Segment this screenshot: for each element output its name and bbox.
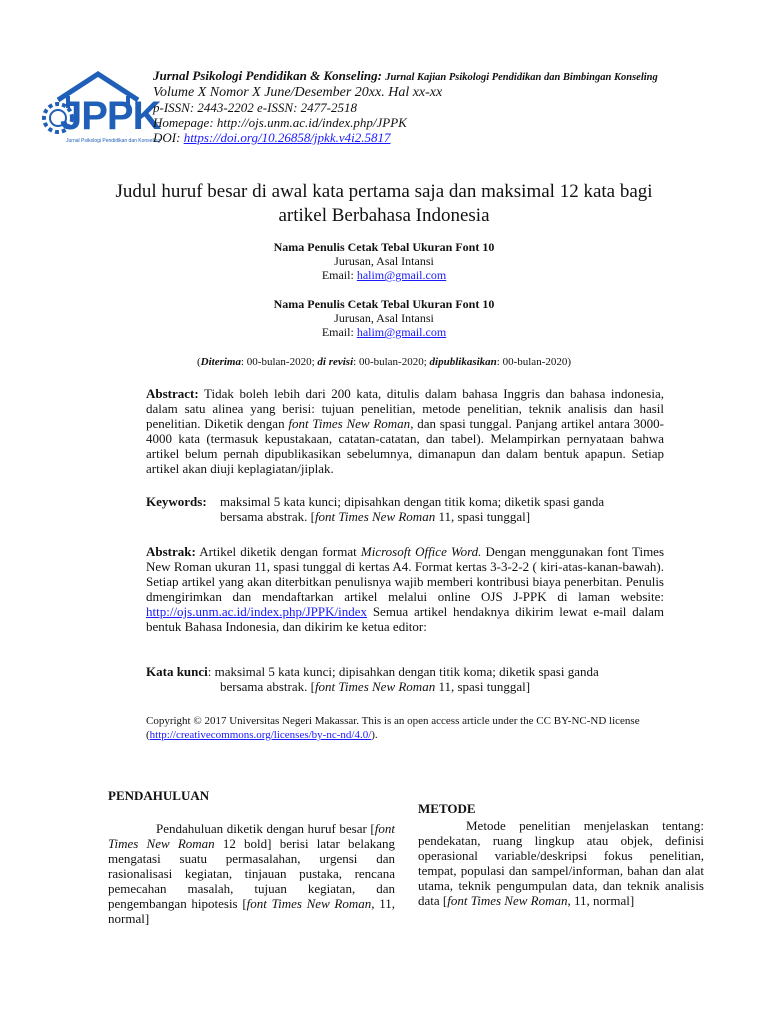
article-dates: (Diterima: 00-bulan-2020; di revisi: 00-bulan-2020; dipublikasikan: 00-bulan-2020) xyxy=(196,356,572,368)
keywords-label: Keywords: xyxy=(146,494,207,509)
volume-info: Volume X Nomor X June/Desember 20xx. Hal xx-xx xyxy=(153,85,443,100)
received-label: Diterima xyxy=(200,356,241,368)
keywords-en: Keywords: maksimal 5 kata kunci; dipisahkan dengan titik koma; diketik spasi ganda bersama abstrak. [font Times New Roman 11, spasi tunggal] xyxy=(146,494,605,524)
doi-link[interactable]: https://doi.org/10.26858/jpkk.v4i2.5817 xyxy=(183,130,391,145)
author-name: Nama Penulis Cetak Tebal Ukuran Font 10 xyxy=(273,297,495,311)
section-heading-pendahuluan: PENDAHULUAN xyxy=(108,788,210,803)
keywords-id: Kata kunci: maksimal 5 kata kunci; dipisahkan dengan titik koma; diketik spasi ganda bersama abstrak. [font Times New Roman 11, spasi tunggal] xyxy=(146,664,599,694)
revised-label: di revisi xyxy=(317,356,354,368)
author-block-1 xyxy=(100,240,668,282)
abstract-label: Abstract: xyxy=(146,386,199,401)
journal-subtitle: Jurnal Kajian Psikologi Pendidikan dan Bimbingan Konseling xyxy=(385,72,658,83)
email-link[interactable]: halim@gmail.com xyxy=(356,268,447,282)
journal-title-line: Jurnal Psikologi Pendidikan & Konseling: Jurnal Kajian Psikologi Pendidikan dan Bimbingan Konseling xyxy=(153,68,658,83)
section-heading-metode: METODE xyxy=(418,801,476,816)
author-email: Email: halim@gmail.com xyxy=(321,268,447,282)
author-affiliation: Jurusan, Asal Intansi xyxy=(334,311,434,325)
author-affiliation: Jurusan, Asal Intansi xyxy=(334,254,434,268)
author-block-2 xyxy=(100,297,668,339)
logo-caption: Jurnal Psikologi Pendidikan dan Konseling xyxy=(66,138,161,144)
journal-header xyxy=(153,68,713,145)
abstract-id: Abstrak: Artikel diketik dengan format Microsoft Office Word. Dengan menggunakan font Times New Roman ukuran 11, spasi tunggal di kertas A4. Format kertas 3-3-2-2 ( kiri-atas-kanan-bawah). Setiap artikel yang akan diterbitkan penulisnya wajib memberi kontribusi biaya penerbitan. Penulis dmengirimkan dan mendaftarkan artikel melalui online OJS J-PPK di laman website: http://ojs.unm.ac.id/index.php/JPPK/index Semua artikel hendaknya dikirim lewat e-mail dalam bentuk Bahasa Indonesia, dan dikirim ke ketua editor: xyxy=(146,544,665,634)
author-email: Email: halim@gmail.com xyxy=(321,325,447,339)
homepage-info: Homepage: http://ojs.unm.ac.id/index.php/JPPK xyxy=(153,115,407,130)
email-link[interactable]: halim@gmail.com xyxy=(356,325,447,339)
section-body-pendahuluan: Pendahuluan diketik dengan huruf besar [font Times New Roman 12 bold] berisi latar belakang mengatasi suatu permasalahan, urgensi dan rasionalisasi kegiatan, tinjauan pustaka, rencana pemecahan masalah, tujuan kegiatan, dan pengembangan hipotesis [font Times New Roman, 11, normal] xyxy=(108,821,395,926)
license-link[interactable]: http://creativecommons.org/licenses/by-nc-nd/4.0/ xyxy=(149,729,372,741)
journal-title: Jurnal Psikologi Pendidikan & Konseling xyxy=(153,68,378,83)
journal-logo xyxy=(38,70,161,158)
copyright-notice: Copyright © 2017 Universitas Negeri Makassar. This is an open access article under the CC BY-NC-ND license (http://creativecommons.org/licenses/by-nc-nd/4.0/). xyxy=(146,715,640,741)
author-name: Nama Penulis Cetak Tebal Ukuran Font 10 xyxy=(273,240,495,254)
published-label: dipublikasikan xyxy=(429,356,497,368)
doi-info: DOI: https://doi.org/10.26858/jpkk.v4i2.5817 xyxy=(153,130,391,145)
section-body-metode: Metode penelitian menjelaskan tentang: pendekatan, ruang lingkup atau objek, definisi operasional variable/deskripsi fokus penelitian, tempat, populasi dan sampel/informan, bahan dan alat utama, teknik pengumpulan data, dan teknik analisis data [font Times New Roman, 11, normal] xyxy=(418,818,704,908)
kata-kunci-label: Kata kunci xyxy=(146,664,208,679)
article-title: Judul huruf besar di awal kata pertama saja dan maksimal 12 kata bagi artikel Berbahasa Indonesia xyxy=(115,181,653,226)
ojs-link[interactable]: http://ojs.unm.ac.id/index.php/JPPK/index xyxy=(146,604,367,619)
abstract-en: Abstract: Tidak boleh lebih dari 200 kata, ditulis dalam bahasa Inggris dan bahasa indonesia, dalam satu alinea yang berisi: tujuan penelitian, metode penelitian, teknik analisis dan hasil penelitian. Diketik dengan font Times New Roman, dan spasi tunggal. Panjang artikel antara 3000-4000 kata (termasuk kepustakaan, catatan-catatan, dan tabel). Melampirkan pernyataan bahwa artikel belum pernah dipublikasikan sebelumnya, dimanapun dan dalam bentuk apapun. Setiap artikel akan diuji keplagiatan/jiplak. xyxy=(146,386,665,476)
abstrak-label: Abstrak: xyxy=(146,544,196,559)
logo-text: JPPK xyxy=(60,94,161,138)
issn-info: p-ISSN: 2443-2202 e-ISSN: 2477-2518 xyxy=(153,100,357,115)
